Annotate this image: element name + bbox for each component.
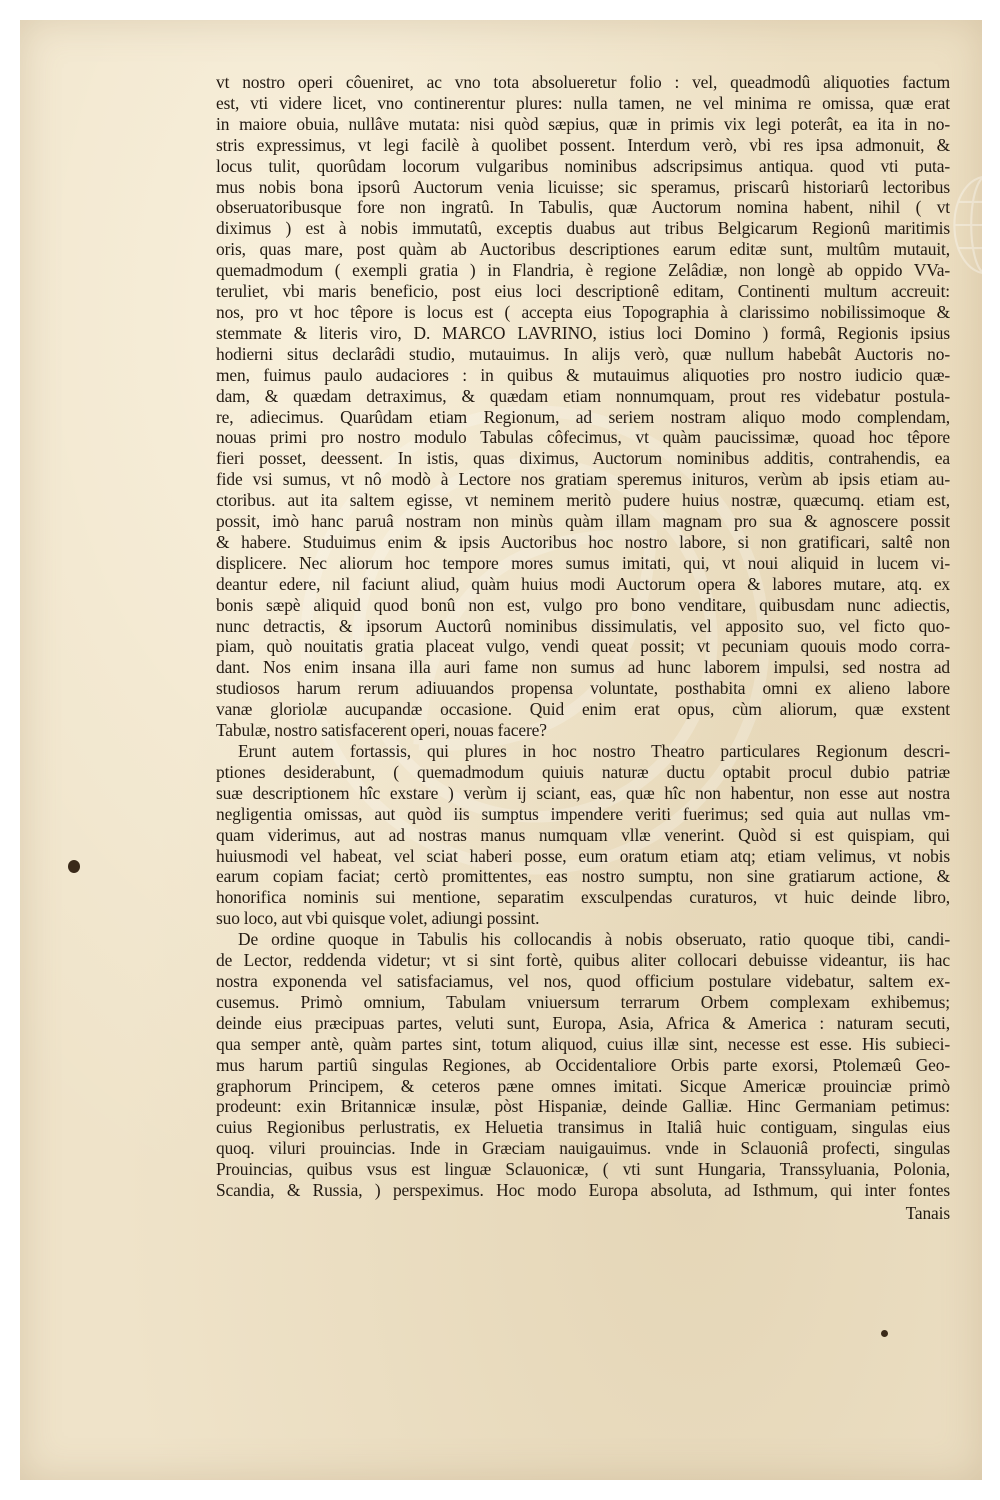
paragraph-1-line: mus nobis bona ipsorû Auctorum venia licuisse; sic speramus, priscarû historiarû lectoribus (216, 176, 950, 197)
paragraph-1-line: men, fuimus paulo audaciores : in quibus & mutauimus aliquoties pro nostro iudicio quæ- (216, 364, 950, 385)
paragraph-3-line: qua semper antè, quàm partes sint, totum aliquod, cuius illæ sint, necesse est esse. His subieci- (216, 1033, 950, 1054)
paragraph-1-line: fide vsi sumus, vt nô modò à Lectore nos gratiam speremus inituros, verùm ab ipsis etiam au- (216, 469, 950, 490)
paragraph-2-line: suæ descriptionem hîc exstare ) verùm ij sciant, eas, quæ hîc non habentur, non esse aut nostra (216, 782, 950, 803)
paragraph-3-line: prodeunt: exin Britannicæ insulæ, pòst Hispaniæ, deinde Galliæ. Hinc Germaniam petimus: (216, 1096, 950, 1117)
paragraph-2-line: honorifica nominis sui mentione, separatim exsculpendas curaturos, vt huic deinde libro, (216, 887, 950, 908)
paragraph-3-line: De ordine quoque in Tabulis his collocandis à nobis obseruato, ratio quoque tibi, candi- (238, 929, 950, 950)
paragraph-1-line: nouas primi pro nostro modulo Tabulas côfecimus, vt quàm paucissimæ, quoad hoc têpore (216, 427, 950, 448)
paragraph-1-line: in maiore obuia, nullâve mutata: nisi quòd sæpius, quæ in primis vix legi poterât, ea ita in no- (216, 113, 950, 134)
scanned-page (20, 20, 982, 1480)
paragraph-2-line: Erunt autem fortassis, qui plures in hoc nostro Theatro particulares Regionum descri- (238, 741, 950, 761)
paragraph-1-line: & habere. Studuimus enim & ipsis Auctoribus hoc nostro labore, si non gratificari, saltê non (216, 531, 950, 552)
ink-spot (881, 1330, 888, 1337)
paragraph-3-line: cuius Regionibus perlustratis, ex Heluetia transimus in Italiâ huic contiguam, singulas eius (216, 1117, 950, 1138)
paragraph-2-line: negligentia omissas, aut quòd iis sumptus impendere veriti fuerimus; sed quia aut nullas vm- (216, 803, 950, 824)
paragraph-1-line: hodierni situs declarâdi studio, mutauimus. In alijs verò, quæ nullum habebât Auctoris no- (216, 343, 950, 364)
paragraph-1-line: deantur edere, nil faciunt aliud, quàm huius modi Auctorum opera & labores mutare, atq. ex (216, 573, 950, 594)
paragraph-1-line: ctoribus. aut ita saltem egisse, vt neminem meritò pudere huius nostræ, quæcumq. etiam est, (216, 490, 950, 511)
paragraph-1-line: possit, imò hanc paruâ nostram non minùs quàm illam magnam pro sua & agnoscere possit (216, 511, 950, 532)
paragraph-1-line: est, vti videre licet, vno continerentur plures: nulla tamen, ne vel minima re omissa, quæ erat (216, 92, 950, 113)
paragraph-1-line: vt nostro operi côueniret, ac vno tota absolueretur folio : vel, queadmodû aliquoties factum (216, 72, 950, 92)
paragraph-1-line: vanæ gloriolæ aucupandæ occasione. Quid enim erat opus, cùm aliorum, quæ exstent (216, 699, 950, 720)
paragraph-1-line: quemadmodum ( exempli gratia ) in Flandria, è regione Zelâdiæ, non longè ab oppido VVa- (216, 260, 950, 281)
paragraph-2-line: huiusmodi vel habeat, vel sciat haberi posse, eum oratum etiam atq; etiam velimus, vt nobis (216, 845, 950, 866)
paragraph-3-line: mus harum partiû singulas Regiones, ab Occidentaliore Orbis parte exorsi, Ptolemæû Geo- (216, 1054, 950, 1075)
ink-spot (68, 860, 80, 873)
paragraph-1-line: re, adiecimus. Quarûdam etiam Regionum, ad seriem nostram aliquo modo complendam, (216, 406, 950, 427)
paragraph-3-line: de Lector, reddenda videtur; vt si sint fortè, quibus aliter collocari debuisse videantur, iis hac (216, 950, 950, 971)
paragraph-2-line: earum copiam faciat; certò promittentes, eas nostro sumptu, non sine gratiarum actione, & (216, 866, 950, 887)
paragraph-1-line: studiosos harum rerum adiuuandos propensa voluntate, posthabita omni ex alieno labore (216, 678, 950, 699)
paragraph-3-line: quoq. viluri prouincias. Inde in Græciam nauigauimus. vnde in Sclauoniâ profecti, singulas (216, 1138, 950, 1159)
paragraph-1-line: dam, & quædam detraximus, & quædam etiam nonnumquam, prout res videbatur postula- (216, 385, 950, 406)
paragraph-1-line: dant. Nos enim insana illa auri fame non sumus ad hunc laborem impulsi, sed nostra ad (216, 657, 950, 678)
paragraph-1-line: displicere. Nec aliorum hoc tempore mores sumus imitati, qui, vt noui aliquid in lucem vi- (216, 552, 950, 573)
paragraph-3-line: Prouincias, quibus vsus est linguæ Sclauonicæ, ( vti sunt Hungaria, Transsyluania, Polonia, (216, 1159, 950, 1180)
catchword: Tanais (905, 1202, 950, 1223)
paragraph-1-line: bonis sæpè aliquid quod bonû non est, vulgo pro bono venditare, quibusdam nunc adiectis, (216, 594, 950, 615)
paragraph-1-line: fieri posset, deessent. In istis, quas diximus, Auctorum nominibus additis, contrahendis, ea (216, 448, 950, 469)
paragraph-2-line: ptiones desiderabunt, ( quemadmodum quiuis naturæ ductu optabit procul dubio patriæ (216, 761, 950, 782)
paragraph-3-line: deinde eius præcipuas partes, veluti sunt, Europa, Asia, Africa & America : naturam secuti, (216, 1012, 950, 1033)
paragraph-3-line: Scandia, & Russia, ) perspeximus. Hoc modo Europa absoluta, ad Isthmum, qui inter fontes (216, 1180, 950, 1201)
paragraph-3-line: nostra exponenda vel satisfaciamus, vel nos, quod officium postulare videbatur, saltem ex- (216, 970, 950, 991)
paragraph-1-line: teruliet, vbi maris beneficio, post eius loci descriptionê editam, Continenti multum accreuit: (216, 281, 950, 302)
paragraph-1-line: oris, quas mare, post quàm ab Auctoribus descriptiones earum editæ sunt, multûm mutauit, (216, 239, 950, 260)
paragraph-1-line: nunc detractis, & ipsorum Auctorû nominibus dissimulatis, vel apposito suo, vel ficto quo- (216, 615, 950, 636)
paragraph-2-line: suo loco, aut vbi quisque volet, adiungi possint. (216, 908, 540, 929)
paragraph-1-line: nos, pro vt hoc têpore is locus est ( accepta eius Topographia à clarissimo nobilissimoque & (216, 301, 950, 322)
globe-icon (946, 170, 982, 280)
paragraph-1-line: diximus ) est à nobis immutatû, exceptis duabus aut tribus Belgicarum Regionû maritimis (216, 218, 950, 239)
paragraph-3-line: graphorum Principem, & ceteros pæne omnes imitati. Sicque Americæ prouinciæ primò (216, 1075, 950, 1096)
paragraph-1-line: locus tulit, quorûdam locorum vulgaribus nominibus adscripsimus antiqua. quod vti puta- (216, 155, 950, 176)
body-text (216, 72, 950, 1224)
paragraph-3-line: cusemus. Primò omnium, Tabulam vniuersum terrarum Orbem complexam exhibemus; (216, 991, 950, 1012)
paragraph-1-line: stemmate & literis viro, D. MARCO LAVRINO, istius loci Domino ) formâ, Regionis ipsius (216, 322, 950, 343)
paragraph-1-line: obseruatoribusque fore non ingratû. In Tabulis, quæ Auctorum nomina habent, nihil ( vt (216, 197, 950, 218)
paragraph-1-line: piam, quò nouitatis gratia placeat vulgo, vendi queat possit; vt pecuniam quouis modo corra- (216, 636, 950, 657)
paragraph-1-line: stris expressimus, vt legi facilè à quolibet possent. Interdum verò, vbi res ipsa admonuit, & (216, 134, 950, 155)
paragraph-1-line: Tabulæ, nostro satisfacerent operi, nouas facere? (216, 720, 547, 741)
paragraph-2-line: quam viderimus, aut ad nostras manus numquam vllæ venerint. Quòd si est quispiam, qui (216, 824, 950, 845)
